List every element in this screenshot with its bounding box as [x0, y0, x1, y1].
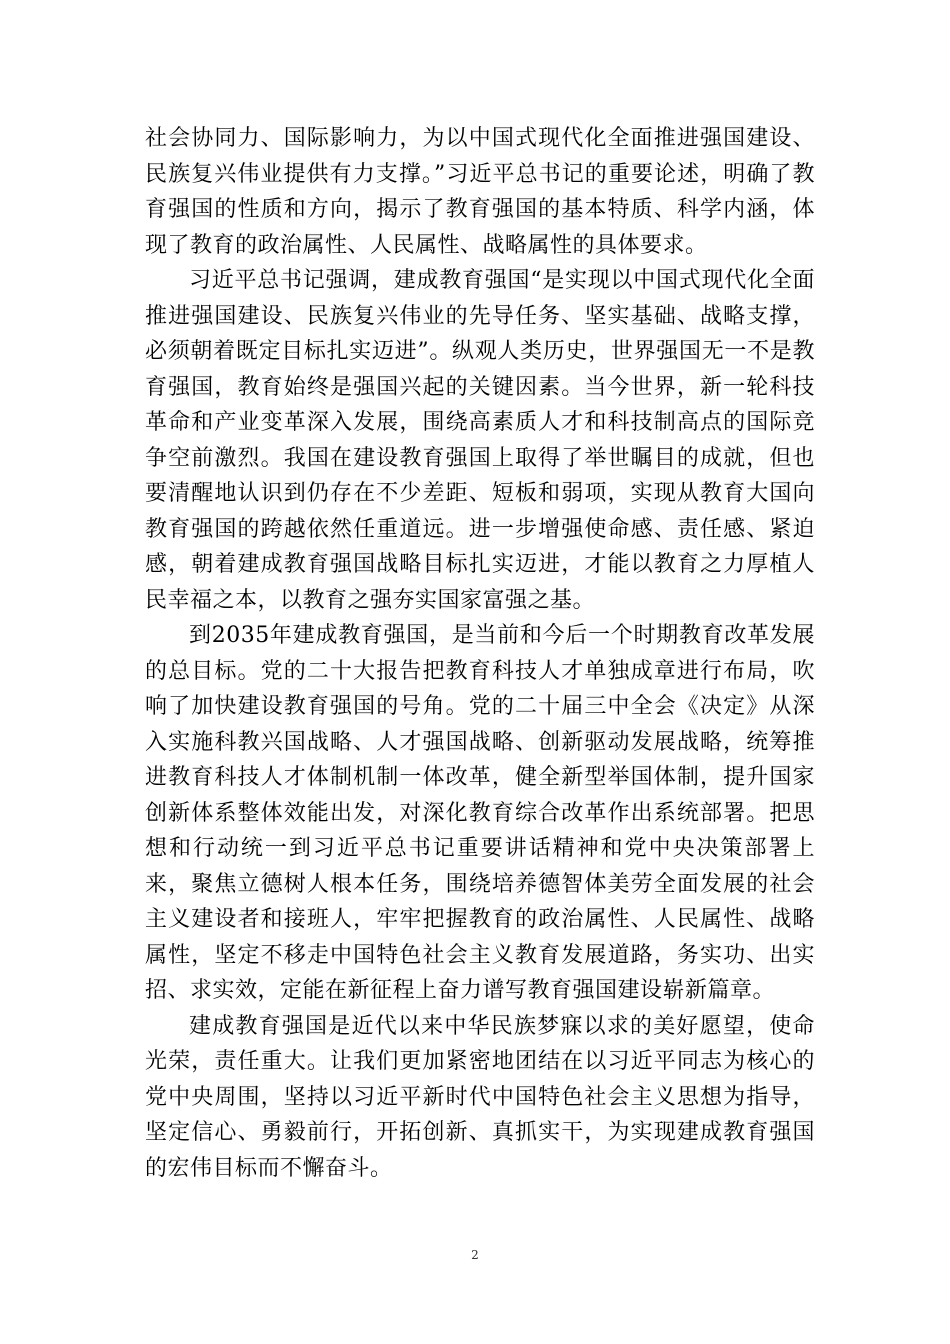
paragraph-1: 社会协同力、国际影响力，为以中国式现代化全面推进强国建设、民族复兴伟业提供有力支撑。”习近平总书记的重要论述，明确了教育强国的性质和方向，揭示了教育强国的基本特质、科学内涵，体现了教育的政治属性、人民属性、战略属性的具体要求。: [145, 126, 815, 258]
paragraph-3: 到2035年建成教育强国，是当前和今后一个时期教育改革发展的总目标。党的二十大报告把教育科技人才单独成章进行布局，吹响了加快建设教育强国的号角。党的二十届三中全会《决定》从深入实施科教兴国战略、人才强国战略、创新驱动发展战略，统筹推进教育科技人才体制机制一体改革，健全新型举国体制，提升国家创新体系整体效能出发，对深化教育综合改革作出系统部署。把思想和行动统一到习近平总书记重要讲话精神和党中央决策部署上来，聚焦立德树人根本任务，围绕培养德智体美劳全面发展的社会主义建设者和接班人，牢牢把握教育的政治属性、人民属性、战略属性，坚定不移走中国特色社会主义教育发展道路，务实功、出实招、求实效，定能在新征程上奋力谱写教育强国建设崭新篇章。: [145, 623, 815, 1003]
page-number: 2: [471, 1248, 479, 1262]
paragraph-2: 习近平总书记强调，建成教育强国“是实现以中国式现代化全面推进强国建设、民族复兴伟业的先导任务、坚实基础、战略支撑，必须朝着既定目标扎实迈进”。纵观人类历史，世界强国无一不是教育强国，教育始终是强国兴起的关键因素。当今世界，新一轮科技革命和产业变革深入发展，围绕高素质人才和科技制高点的国际竞争空前激烈。我国在建设教育强国上取得了举世瞩目的成就，但也要清醒地认识到仍存在不少差距、短板和弱项，实现从教育大国向教育强国的跨越依然任重道远。进一步增强使命感、责任感、紧迫感，朝着建成教育强国战略目标扎实迈进，才能以教育之力厚植人民幸福之本，以教育之强夯实国家富强之基。: [145, 268, 815, 613]
document-body: [145, 121, 815, 1186]
paragraph-4: 建成教育强国是近代以来中华民族梦寐以求的美好愿望，使命光荣，责任重大。让我们更加紧密地团结在以习近平同志为核心的党中央周围，坚持以习近平新时代中国特色社会主义思想为指导，坚定信心、勇毅前行，开拓创新、真抓实干，为实现建成教育强国的宏伟目标而不懈奋斗。: [145, 1013, 815, 1181]
